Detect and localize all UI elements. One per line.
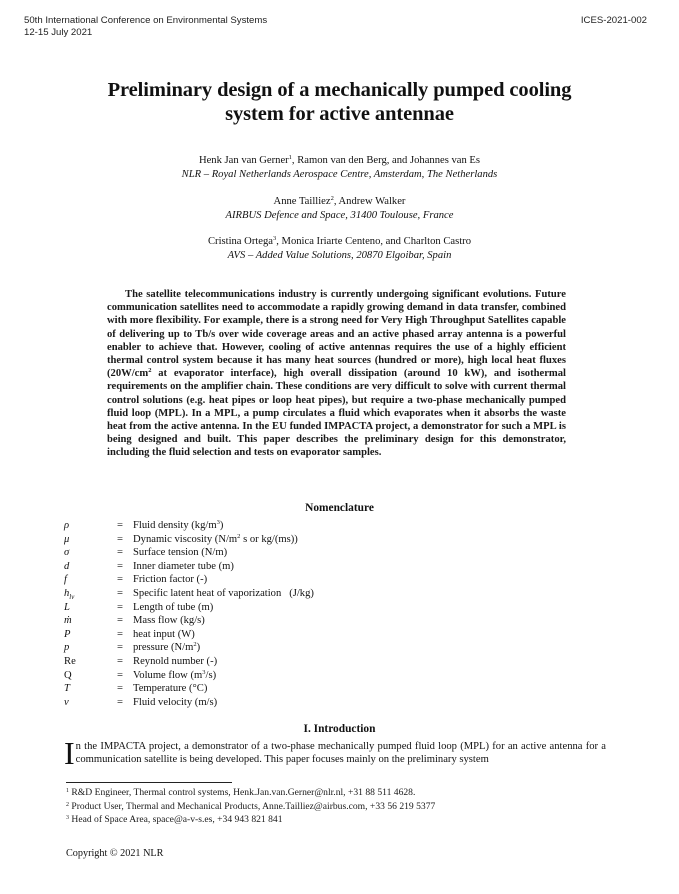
description-text: Dynamic viscosity (N/m <box>133 533 238 545</box>
description-text: Volume flow (m <box>133 669 203 681</box>
nomenclature-description <box>133 628 195 642</box>
equals-sign: = <box>117 560 123 572</box>
footnote-number: 1 <box>66 788 69 794</box>
description-text: pressure (N/m <box>133 642 194 654</box>
copyright-notice: Copyright © 2021 NLR <box>66 848 164 859</box>
affiliation: AVS – Added Value Solutions, 20870 Elgoibar, Spain <box>227 249 452 261</box>
nomenclature-row <box>64 669 314 683</box>
symbol-text: d <box>64 560 70 572</box>
paper-id: ICES-2021-002 <box>580 15 647 26</box>
introduction-text: n the IMPACTA project, a demonstrator of a two-phase mechanically pumped fluid loop (MPL) for an active antenna for a communication satellite is being developed. This paper focuses mainly on the preliminary system <box>75 741 606 765</box>
nomenclature-heading: Nomenclature <box>305 502 374 514</box>
author-name: Cristina Ortega <box>207 236 273 247</box>
symbol-text: Re <box>64 655 76 667</box>
nomenclature-description <box>133 587 314 601</box>
affiliation: AIRBUS Defence and Space, 31400 Toulouse, France <box>225 209 454 221</box>
affiliation: NLR – Royal Netherlands Aerospace Centre, Amsterdam, The Netherlands <box>181 168 498 180</box>
equals-sign: = <box>117 574 123 586</box>
nomenclature-description <box>133 573 207 587</box>
author-group-2 <box>0 195 679 222</box>
nomenclature-description <box>133 641 200 655</box>
equals-sign: = <box>117 533 123 545</box>
nomenclature-row <box>64 573 314 587</box>
nomenclature-symbol <box>64 655 117 669</box>
equals-sign: = <box>117 669 123 681</box>
equals-sign: = <box>117 655 123 667</box>
symbol-text: v <box>64 696 69 708</box>
description-text: Surface tension (N/m) <box>133 547 228 559</box>
symbol-text: σ <box>64 547 70 559</box>
description-text: Temperature (°C) <box>133 683 208 695</box>
footnote-marker: 3 <box>273 235 277 242</box>
description-text-cont: ) <box>219 520 224 531</box>
nomenclature-symbol <box>64 614 117 628</box>
nomenclature-symbol <box>64 628 117 642</box>
nomenclature-symbol <box>64 669 117 683</box>
equals-sign: = <box>117 587 123 599</box>
nomenclature-row <box>64 614 314 628</box>
footnote-number: 3 <box>66 815 69 822</box>
equals-sign: = <box>117 642 123 654</box>
symbol-text: Q <box>64 669 72 681</box>
nomenclature-description <box>133 655 217 669</box>
equals-sign: = <box>117 696 123 708</box>
symbol-text: ρ <box>64 520 70 531</box>
coauthor-names: , Ramon van den Berg, and Johannes van Es <box>291 155 481 166</box>
author-name: Henk Jan van Gerner <box>198 155 289 166</box>
symbol-text: T <box>64 683 70 695</box>
unit-exponent: 2 <box>237 532 241 540</box>
nomenclature-symbol <box>64 519 117 533</box>
nomenclature-symbol <box>64 560 117 574</box>
unit-exponent: 3 <box>216 519 220 526</box>
nomenclature-row <box>64 655 314 669</box>
footnote-marker: 2 <box>330 195 334 202</box>
symbol-text: μ <box>64 533 70 545</box>
nomenclature-row <box>64 628 314 642</box>
nomenclature-symbol <box>64 573 117 587</box>
description-text-cont: s or kg/(ms)) <box>240 533 298 545</box>
nomenclature-description <box>133 696 217 710</box>
symbol-text: p <box>64 642 70 654</box>
unit-exponent: 2 <box>193 641 197 649</box>
equals-sign: = <box>117 601 123 613</box>
running-header-left <box>24 15 267 39</box>
symbol-text: ṁ <box>64 615 72 627</box>
footnote-2 <box>66 800 435 814</box>
equals-sign: = <box>117 628 123 640</box>
nomenclature-symbol <box>64 641 117 655</box>
nomenclature-list <box>64 519 314 709</box>
description-text: Inner diameter tube (m) <box>133 560 234 572</box>
nomenclature-symbol <box>64 682 117 696</box>
description-text: heat input (W) <box>133 628 195 640</box>
nomenclature-description <box>133 601 213 615</box>
footnote-divider <box>66 782 232 783</box>
footnote-text: R&D Engineer, Thermal control systems, Henk.Jan.van.Gerner@nlr.nl, +31 88 511 4628. <box>69 787 416 798</box>
nomenclature-description <box>133 519 223 533</box>
abstract-text: The satellite telecommunications industry is currently undergoing significant evolutions. Future communication satellites need to accommodate a rapidly growing demand in data transfer, combined with more flexibility. For example, there is a strong need for Very High Throughput Satellites capable of delivering up to Tb/s over wide coverage areas and an active phased array antenna is a powerful enabler to achieve that. However, cooling of active antennas requires the use of a highly efficient thermal control system because it has many heat sources (hundred or more), high local heat fluxes (20W/cm <box>107 289 566 380</box>
section-heading-introduction: I. Introduction <box>303 723 376 735</box>
equals-sign: = <box>117 683 123 695</box>
drop-cap: I <box>64 735 75 771</box>
description-text-cont: ) <box>196 642 201 654</box>
description-text-cont: /s) <box>205 669 217 681</box>
footnote-3 <box>66 813 435 827</box>
author-group-3 <box>0 235 679 262</box>
description-text: Fluid velocity (m/s) <box>133 696 218 708</box>
equals-sign: = <box>117 547 123 559</box>
symbol-text: f <box>64 574 67 586</box>
nomenclature-row <box>64 601 314 615</box>
author-names <box>0 195 679 209</box>
abstract <box>107 288 566 460</box>
author-name: Anne Tailliez <box>273 196 331 207</box>
conference-dates: 12-15 July 2021 <box>24 27 93 38</box>
symbol-text: L <box>64 601 70 613</box>
nomenclature-symbol <box>64 696 117 710</box>
nomenclature-row <box>64 587 314 601</box>
description-text: Length of tube (m) <box>133 601 214 613</box>
nomenclature-row <box>64 682 314 696</box>
introduction-paragraph <box>64 735 606 771</box>
unit-exponent: 3 <box>202 668 206 676</box>
equals-sign: = <box>117 520 123 531</box>
nomenclature-symbol <box>64 546 117 560</box>
symbol-text: P <box>64 628 71 640</box>
nomenclature-row <box>64 533 314 547</box>
conference-name: 50th International Conference on Environmental Systems <box>24 15 268 26</box>
paper-title <box>0 78 679 126</box>
nomenclature-symbol <box>64 533 117 547</box>
symbol-text: h <box>64 587 70 599</box>
superscript: 2 <box>148 367 152 375</box>
description-text: Fluid density (kg/m <box>133 520 217 531</box>
nomenclature-description <box>133 682 207 696</box>
footnotes <box>66 786 435 827</box>
nomenclature-row <box>64 641 314 655</box>
footnote-marker: 1 <box>288 154 292 161</box>
title-line-1: Preliminary design of a mechanically pumped cooling <box>107 79 572 101</box>
description-text: Specific latent heat of vaporization (J/kg) <box>133 587 314 599</box>
nomenclature-row <box>64 546 314 560</box>
footnote-text: Product User, Thermal and Mechanical Products, Anne.Tailliez@airbus.com, +33 56 219 5377 <box>69 800 436 812</box>
footnote-1 <box>66 786 435 800</box>
nomenclature-row <box>64 696 314 710</box>
nomenclature-symbol <box>64 601 117 615</box>
symbol-subscript: lv <box>69 593 75 602</box>
author-names <box>0 235 679 249</box>
author-group-1 <box>0 154 679 181</box>
coauthor-names: , Andrew Walker <box>333 196 406 207</box>
nomenclature-row <box>64 519 314 533</box>
footnote-number: 2 <box>66 801 69 808</box>
footnote-text: Head of Space Area, space@a-v-s.es, +34 943 821 841 <box>69 814 283 826</box>
description-text: Friction factor (-) <box>133 574 208 586</box>
nomenclature-description <box>133 669 216 683</box>
coauthor-names: , Monica Iriarte Centeno, and Charlton Castro <box>276 236 472 247</box>
nomenclature-description <box>133 614 205 628</box>
description-text: Mass flow (kg/s) <box>133 615 205 627</box>
nomenclature-description <box>133 546 227 560</box>
abstract-text-cont: at evaporator interface), high overall dissipation (around 10 kW), and isothermal requirements on the amplifier chain. These conditions are very difficult to solve with current thermal control solutions (e.g. heat pipes or loop heat pipes), but require a two-phase mechanically pumped fluid loop (MPL). In a MPL, a pump circulates a fluid which evaporates when it absorbs the waste heat from the active antenna. In the EU funded IMPACTA project, a demonstrator for such a MPL is being designed and built. This paper describes the preliminary design for this demonstrator, including the fluid selection and tests on evaporator samples. <box>107 368 566 459</box>
equals-sign: = <box>117 615 123 627</box>
nomenclature-description <box>133 533 298 547</box>
title-line-2: system for active antennae <box>225 103 454 125</box>
description-text: Reynold number (-) <box>133 655 218 667</box>
nomenclature-symbol <box>64 587 117 601</box>
author-names <box>0 154 679 168</box>
nomenclature-row <box>64 560 314 574</box>
nomenclature-description <box>133 560 234 574</box>
